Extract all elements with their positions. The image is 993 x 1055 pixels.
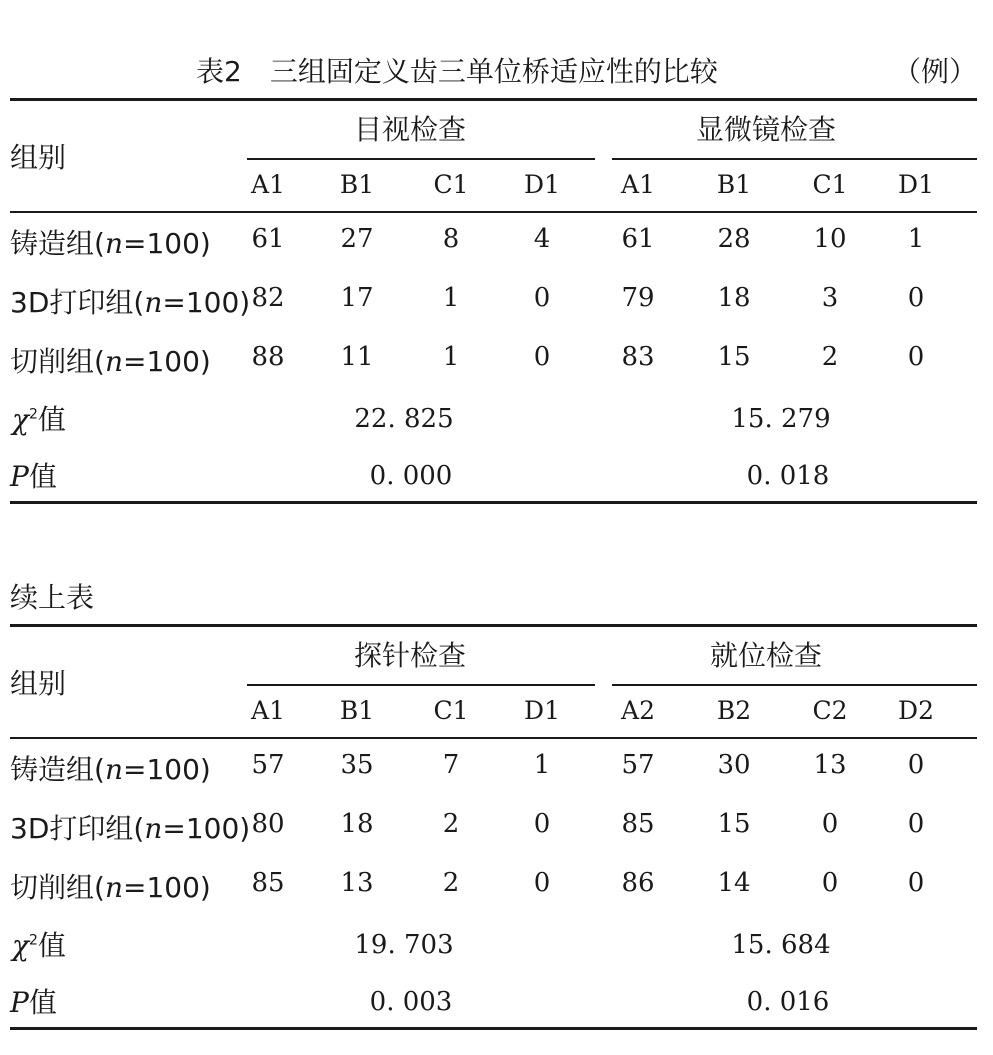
table-cell: 2 xyxy=(442,809,460,839)
p-value-right: 0. 018 xyxy=(746,461,830,491)
row-label xyxy=(10,748,211,788)
sample-size-value: =100) xyxy=(122,753,211,786)
chi-square-value-left: 19. 703 xyxy=(354,930,454,960)
sample-size-symbol: n xyxy=(104,227,123,260)
subheader-left-a1: A1 xyxy=(251,696,285,725)
subheader-right-c2: C2 xyxy=(812,696,848,725)
table-bottom-rule xyxy=(10,501,977,504)
sample-size-symbol: n xyxy=(104,871,123,904)
chi-square-value-right: 15. 684 xyxy=(731,930,831,960)
table-cell: 15 xyxy=(717,809,751,839)
table-cell: 0 xyxy=(907,868,925,898)
table-cell: 11 xyxy=(340,342,374,372)
subheader-left-d1: D1 xyxy=(524,170,560,199)
table-cell: 0 xyxy=(533,868,551,898)
table-cell: 0 xyxy=(533,283,551,313)
table-cell: 0 xyxy=(907,809,925,839)
chi-square-value-right: 15. 279 xyxy=(731,404,831,434)
table-cell: 10 xyxy=(813,224,847,254)
subheader-right-a1: A1 xyxy=(621,170,655,199)
table-cell: 17 xyxy=(340,283,374,313)
section-right-rule xyxy=(612,684,977,686)
subheader-right-a2: A2 xyxy=(621,696,655,725)
table-cell: 15 xyxy=(717,342,751,372)
section-right-header: 就位检查 xyxy=(709,639,823,672)
row-group-name: 3D打印组( xyxy=(10,286,145,319)
subheader-left-c1: C1 xyxy=(433,696,469,725)
table-cell: 0 xyxy=(533,809,551,839)
p-value-left: 0. 000 xyxy=(369,461,453,491)
sample-size-symbol: n xyxy=(144,812,163,845)
chi-superscript: 2 xyxy=(28,932,38,949)
group-header: 组别 xyxy=(10,141,67,174)
table-cell: 27 xyxy=(340,224,374,254)
chi-square-value-left: 22. 825 xyxy=(354,404,454,434)
section-left-rule xyxy=(247,684,595,686)
table-top-rule xyxy=(10,98,977,101)
table-cell: 3 xyxy=(821,283,839,313)
sample-size-symbol: n xyxy=(104,753,123,786)
sample-size-symbol: n xyxy=(144,286,163,319)
continued-label: 续上表 xyxy=(10,581,95,614)
subheader-left-b1: B1 xyxy=(339,170,375,199)
row-group-name: 铸造组( xyxy=(10,227,105,260)
table-cell: 18 xyxy=(717,283,751,313)
table-top-rule xyxy=(10,624,977,627)
subheader-left-c1: C1 xyxy=(433,170,469,199)
table-cell: 85 xyxy=(251,868,285,898)
section-right-rule xyxy=(612,158,977,160)
table-cell: 1 xyxy=(442,342,460,372)
table-cell: 57 xyxy=(621,750,655,780)
table-cell: 61 xyxy=(621,224,655,254)
sample-size-value: =100) xyxy=(122,227,211,260)
sample-size-symbol: n xyxy=(104,345,123,378)
table-cell: 7 xyxy=(442,750,460,780)
table-cell: 61 xyxy=(251,224,285,254)
p-suffix: 值 xyxy=(28,460,57,493)
p-value-label xyxy=(10,981,57,1021)
row-group-name: 切削组( xyxy=(10,345,105,378)
row-group-name: 3D打印组( xyxy=(10,812,145,845)
p-value-right: 0. 016 xyxy=(746,987,830,1017)
subheader-right-d1: D1 xyxy=(898,170,934,199)
subheader-right-d2: D2 xyxy=(898,696,934,725)
chi-suffix: 值 xyxy=(37,403,66,436)
p-symbol: P xyxy=(10,986,29,1019)
row-label xyxy=(10,866,211,906)
table-cell: 0 xyxy=(907,283,925,313)
table-cell: 1 xyxy=(533,750,551,780)
table-bottom-rule xyxy=(10,1027,977,1030)
row-group-name: 铸造组( xyxy=(10,753,105,786)
table-cell: 2 xyxy=(821,342,839,372)
sample-size-value: =100) xyxy=(162,812,251,845)
group-header: 组别 xyxy=(10,667,67,700)
section-left-rule xyxy=(247,158,595,160)
table-cell: 0 xyxy=(533,342,551,372)
section-right-header: 显微镜检查 xyxy=(695,113,837,146)
chi-square-label xyxy=(12,924,66,964)
p-suffix: 值 xyxy=(28,986,57,1019)
subheader-left-d1: D1 xyxy=(524,696,560,725)
table-cell: 83 xyxy=(621,342,655,372)
table-cell: 1 xyxy=(442,283,460,313)
row-label xyxy=(10,340,211,380)
table-cell: 0 xyxy=(907,750,925,780)
table-cell: 13 xyxy=(340,868,374,898)
table-cell: 13 xyxy=(813,750,847,780)
table-cell: 8 xyxy=(442,224,460,254)
table-cell: 85 xyxy=(621,809,655,839)
table-cell: 79 xyxy=(621,283,655,313)
table-cell: 35 xyxy=(340,750,374,780)
table-cell: 0 xyxy=(821,809,839,839)
table-cell: 0 xyxy=(907,342,925,372)
chi-symbol: χ xyxy=(12,403,29,436)
table-cell: 4 xyxy=(533,224,551,254)
table-cell: 30 xyxy=(717,750,751,780)
table-cell: 0 xyxy=(821,868,839,898)
table-cell: 28 xyxy=(717,224,751,254)
row-group-name: 切削组( xyxy=(10,871,105,904)
p-symbol: P xyxy=(10,460,29,493)
chi-superscript: 2 xyxy=(28,406,38,423)
table-cell: 80 xyxy=(251,809,285,839)
sample-size-value: =100) xyxy=(162,286,251,319)
sample-size-value: =100) xyxy=(122,345,211,378)
table-cell: 1 xyxy=(907,224,925,254)
row-label xyxy=(10,222,211,262)
section-left-header: 探针检查 xyxy=(353,639,467,672)
table-cell: 82 xyxy=(251,283,285,313)
subheader-right-b1: B1 xyxy=(716,170,752,199)
section-left-header: 目视检查 xyxy=(353,113,467,146)
unit-label: （例） xyxy=(893,55,978,88)
table-cell: 18 xyxy=(340,809,374,839)
row-label xyxy=(10,281,250,321)
subheader-left-a1: A1 xyxy=(251,170,285,199)
table-cell: 2 xyxy=(442,868,460,898)
table-cell: 86 xyxy=(621,868,655,898)
subheader-left-b1: B1 xyxy=(339,696,375,725)
table-cell: 88 xyxy=(251,342,285,372)
header-bottom-rule xyxy=(10,737,977,739)
subheader-right-b2: B2 xyxy=(716,696,752,725)
chi-suffix: 值 xyxy=(37,929,66,962)
p-value-left: 0. 003 xyxy=(369,987,453,1017)
header-bottom-rule xyxy=(10,211,977,213)
p-value-label xyxy=(10,455,57,495)
sample-size-value: =100) xyxy=(122,871,211,904)
row-label xyxy=(10,807,250,847)
chi-symbol: χ xyxy=(12,929,29,962)
table-cell: 57 xyxy=(251,750,285,780)
table-cell: 14 xyxy=(717,868,751,898)
subheader-right-c1: C1 xyxy=(812,170,848,199)
table-title: 表2 三组固定义齿三单位桥适应性的比较 xyxy=(196,55,718,88)
chi-square-label xyxy=(12,398,66,438)
